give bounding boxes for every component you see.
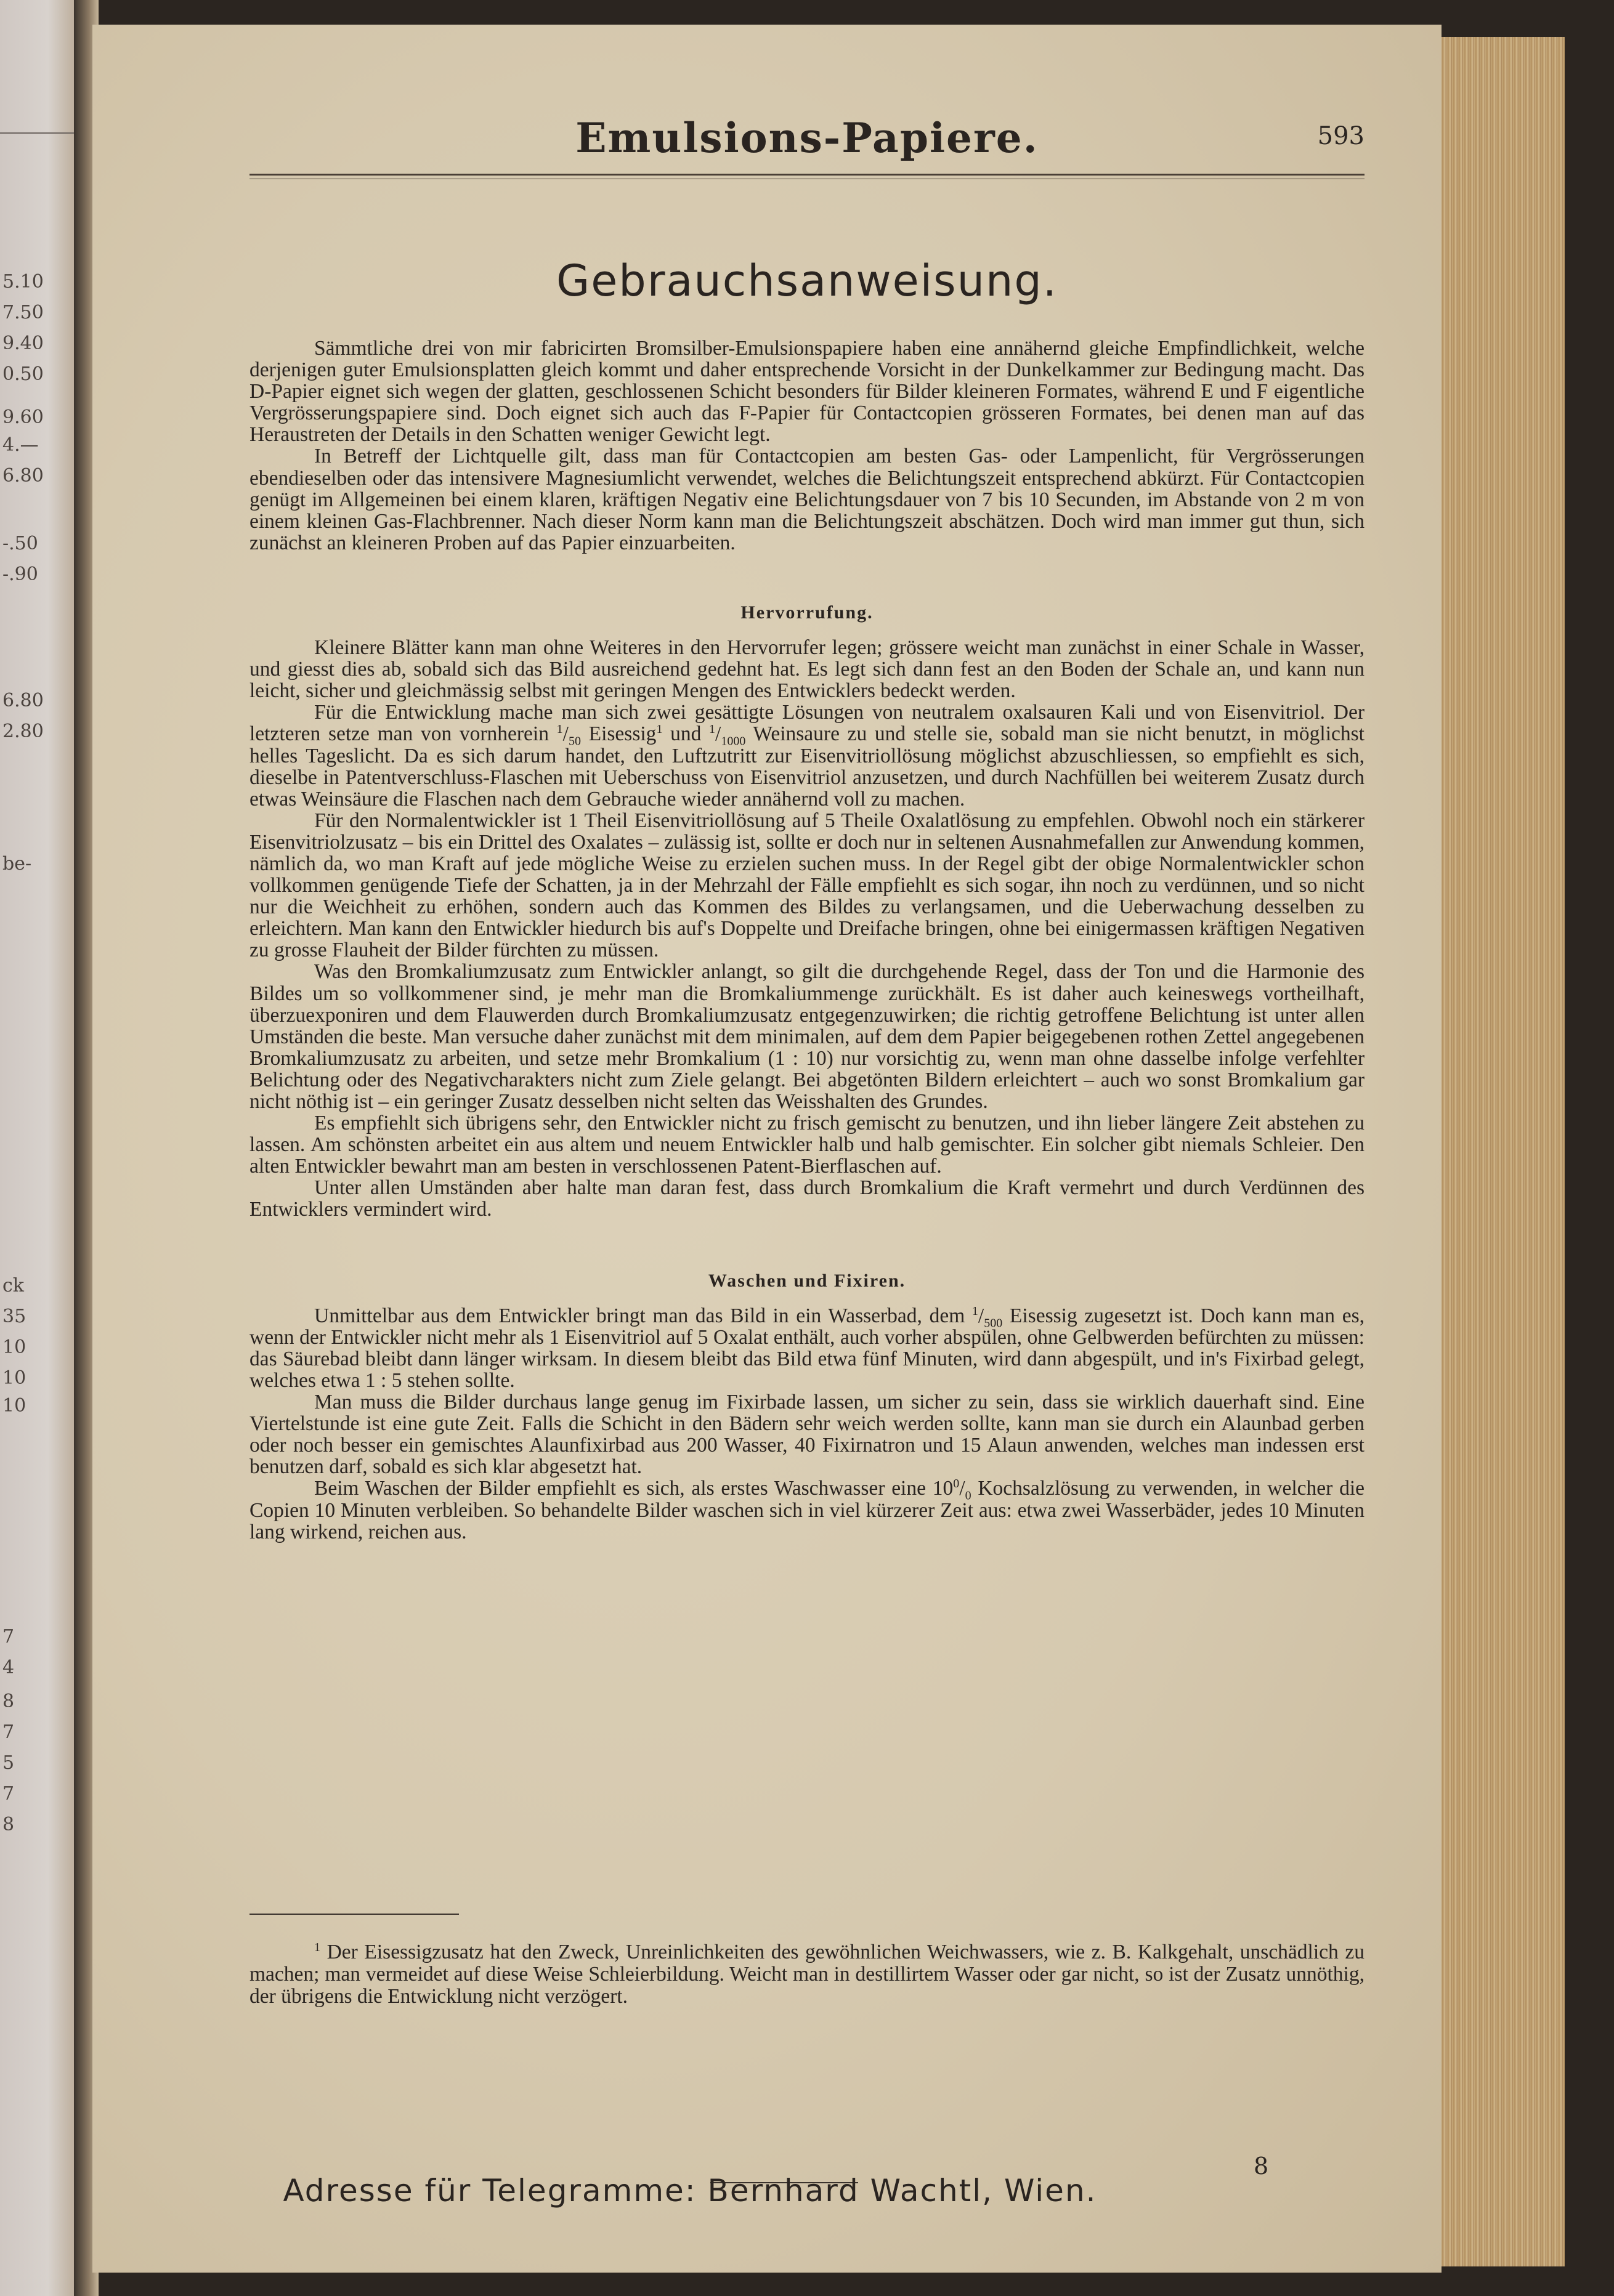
intro-paragraph: Sämmtliche drei von mir fabricirten Bromsilber-Emulsionspapiere haben eine annähernd gleiche Empfindlichkeit, welche derjenigen guter Emulsionsplatten gleich kommt und daher entsprechende Vorsicht in der Dunkelkammer zur Bedingung macht. Das D-Papier eignet sich wegen der glatten, geschlossenen Schicht besonders für Bilder kleineren Formates, während E und F eigentliche Vergrösserungspapiere sind. Doch eignet sich auch das F-Papier für Contactcopien grösseren Formates, bei denen man auf das Heraustreten der Details in den Schatten weniger Gewicht legt. [249,337,1365,447]
adjacent-fragment: 10 [2,1395,26,1417]
footnote-marker: 1 [314,1940,320,1954]
paragraph: Unter allen Umständen aber halte man daran fest, dass durch Bromkalium die Kraft vermehrt und durch Verdünnen des Entwicklers vermindert wird. [249,1176,1365,1221]
adjacent-fragment: 5.10 [2,271,44,293]
footnote: $^1$ Der Eisessigzusatz hat den Zweck, Unreinlichkeiten des gewöhnlichen Weichwassers, wie z. B. Kalkgehalt, unschädlich zu machen; man vermeidet auf diese Weise Schleierbildung. Weicht man in destillirtem Wasser oder gar nicht, so ist der Zusatz unnöthig, der übrigens die Entwicklung nicht verzögert. [249,1940,1365,2008]
adjacent-fragment: 7.50 [2,302,44,323]
adjacent-fragment: 9.60 [2,406,44,428]
intro-paragraph: In Betreff der Lichtquelle gilt, dass man für Contactcopien am besten Gas- oder Lampenlicht, für Vergrösserungen ebendieselben oder das intensivere Magnesiumlicht verwendet, welches die Belichtungszeit entsprechend abkürzt. Für Contactcopien genügt im Allgemeinen bei einem klaren, kräftigen Negativ eine Belichtungsdauer von 7 bis 10 Secunden, im Abstande von 2 m von einem kleinen Gas-Flachbrenner. Nach dieser Norm kann man die Belichtungszeit abschätzen. Doch wird man immer gut thun, sich zunächst an kleineren Proben auf das Papier einzuarbeiten. [249,445,1365,554]
adjacent-fragment: ck [2,1275,24,1296]
adjacent-fragment: 8 [2,1691,15,1712]
adjacent-fragment: 4.— [2,434,39,456]
adjacent-fragment: 7 [2,1721,15,1743]
running-head [249,25,1365,179]
main-heading: Gebrauchsanweisung. [556,256,1058,306]
running-title: Emulsions-Papiere. [575,114,1039,162]
book-page [92,25,1442,2273]
adjacent-fragment: 10 [2,1336,26,1358]
adjacent-fragment: 7 [2,1626,15,1647]
body-text [249,338,1365,1543]
adjacent-fragment: 5 [2,1752,15,1774]
adjacent-fragment: 9.40 [2,333,44,354]
signature-mark: 8 [1254,2152,1269,2180]
paragraph: Für die Entwicklung mache man sich zwei gesättigte Lösungen von neutralem oxalsauren Kali und von Eisenvitriol. Der letzteren setze man von vornherein $^1/_{50}$ Eisessig$^1$ und $^1/_{1000}$ Weinsaure zu und stelle sie, sobald man sie nicht benutzt, in möglichst helles Tageslicht. Da es sich darum handet, den Luftzutritt zur Eisenvitriollösung möglichst abzuschliessen, so empfiehlt es sich, dieselbe in Patentverschluss-Flaschen mit Ueberschuss von Eisenvitriol anzusetzen, und durch Nachfüllen bei weiterem Zusatz durch etwas Weinsäure die Flaschen nach dem Gebrauche wieder annähernd voll zu machen. [249,701,1365,810]
adjacent-fragment: 2.80 [2,721,44,742]
footnote-reference: 1 [656,722,663,737]
adjacent-fragment: 4 [2,1657,15,1678]
paragraph: Beim Waschen der Bilder empfiehlt es sich, als erstes Waschwasser eine $10^0/_0$ Kochsalzlösung zu verwenden, in welcher die Copien 10 Minuten verbleiben. So behandelte Bilder waschen sich in viel kürzerer Zeit aus: etwa zwei Wasserbäder, jedes 10 Minuten lang wirkend, reichen aus. [249,1477,1365,1543]
telegram-address: Adresse für Telegramme: Bernhard Wachtl, Wien. [283,2173,1097,2209]
page-number: 593 [1317,122,1365,150]
header-rule [249,174,1365,179]
adjacent-fragment: be- [2,853,32,875]
adjacent-fragment: 35 [2,1306,26,1327]
adjacent-fragment: 7 [2,1783,15,1805]
paragraph: Man muss die Bilder durchaus lange genug im Fixirbade lassen, um sicher zu sein, dass sie wirklich dauerhaft sind. Eine Viertelstunde ist eine gute Zeit. Falls die Schicht in den Bädern sehr weich werden sollte, kann man sie durch ein Alaunbad gerben oder noch besser ein gemischtes Alaunfixirbad aus 200 Wasser, 40 Fixirnatron und 15 Alaun anwenden, welches man indessen erst benutzen darf, sobald es sich klar abgesetzt hat. [249,1391,1365,1479]
section-heading-hervorrufung: Hervorrufung. [740,602,874,623]
adjacent-rule [0,132,77,134]
paragraph: Es empfiehlt sich übrigens sehr, den Entwickler nicht zu frisch gemischt zu benutzen, und ihn lieber längere Zeit abstehen zu lassen. Am schönsten arbeitet ein aus altem und neuem Entwickler halb und halb gemischter. Ein solcher gibt niemals Schleier. Den alten Entwickler bewahrt man am besten in verschlossenen Patent-Bierflaschen auf. [249,1112,1365,1178]
paragraph: Unmittelbar aus dem Entwickler bringt man das Bild in ein Wasserbad, dem $^1/_{500}$ Eisessig zugesetzt ist. Doch kann man es, wenn der Entwickler nicht mehr als 1 Eisenvitriol auf 5 Oxalat enthält, auch vorher abspülen, ohne Gelbwerden befürchten zu müssen: das Säurebad bleibt dann länger wirksam. In diesem bleibt das Bild etwa fünf Minuten, wird dann abgespült, und in's Fixirbad gelegt, welches etwa 1 : 5 stehen sollte. [249,1304,1365,1392]
paragraph: Was den Bromkaliumzusatz zum Entwickler anlangt, so gilt die durchgehende Regel, dass der Ton und die Harmonie des Bildes um so vollkommener sind, je mehr man die Bromkaliummenge zurückhält. Es ist daher auch keineswegs vortheilhaft, überzuexponiren und dem Flauwerden durch Bromkaliumzusatz entgegenzuwirken; die richtig getroffene Belichtung ist unter allen Umständen die beste. Man versuche daher zunächst mit dem minimalen, auf dem dem Papier beigegebenen rothen Zettel angegebenen Bromkaliumzusatz zu arbeiten, und setze mehr Bromkalium (1 : 10) nur vorsichtig zu, wenn man ohne dasselbe infolge verfehlter Belichtung oder des Negativcharakters nicht zum Ziele gelangt. Bei abgetönten Bildern erleichtert – auch wo sonst Bromkalium gar nicht nöthig ist – ein geringer Zusatz desselben nicht selten das Weisshalten des Grundes. [249,960,1365,1113]
paragraph: Kleinere Blätter kann man ohne Weiteres in den Hervorrufer legen; grössere weicht man zunächst in einer Schale in Wasser, und giesst dies ab, sobald sich das Bild ausreichend gedehnt hat. Es legt sich dann fest an den Boden der Schale an, und kann nun leicht, sicher und gleichmässig selbst mit geringen Mengen des Entwicklers bedeckt werden. [249,636,1365,703]
adjacent-fragment: 8 [2,1814,15,1835]
adjacent-fragment: -.50 [2,533,38,554]
footnote-rule [249,1914,459,1915]
adjacent-fragment: 6.80 [2,465,44,487]
paragraph: Für den Normalentwickler ist 1 Theil Eisenvitriollösung auf 5 Theile Oxalatlösung zu empfehlen. Obwohl noch ein stärkerer Eisenvitriolzusatz – bis ein Drittel des Oxalates – zulässig ist, sollte er doch nur in seltenen Ausnahmefallen zur Anwendung kommen, nämlich da, wo man Kraft auf jede mögliche Weise zu erzielen suchen muss. In der Regel gibt der obige Normalentwickler schon vollkommen genügende Tiefe der Schatten, ja in der Mehrzahl der Fälle empfiehlt es sich sogar, ihn noch zu verdünnen, und so nicht nur die Weichheit zu erhöhen, sondern auch das Kommen des Bildes zu verlangsamen, und die Ueberwachung desselben zu erleichtern. Man kann den Entwickler hiedurch bis auf's Doppelte und Dreifache bringen, ohne bei einigermassen kräftigen Negativen zu grosse Flauheit der Bilder fürchten zu müssen. [249,809,1365,962]
adjacent-fragment: 0.50 [2,363,44,385]
page-edges [1435,37,1565,2266]
adjacent-page [0,0,80,2296]
section-heading-waschen: Waschen und Fixiren. [708,1270,906,1291]
adjacent-fragment: -.90 [2,564,38,585]
adjacent-fragment: 6.80 [2,690,44,711]
adjacent-fragment: 10 [2,1367,26,1389]
